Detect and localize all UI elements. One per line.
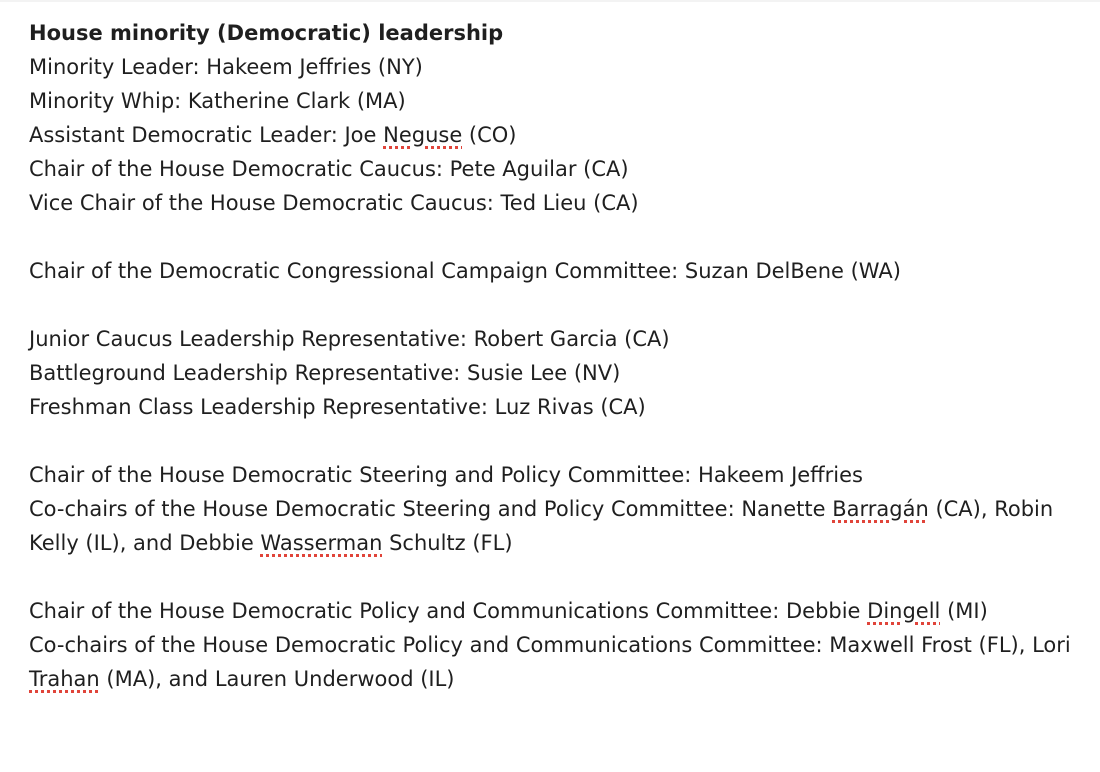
text-segment: Assistant Democratic Leader: Joe — [29, 123, 384, 147]
text-line-steering-chair: Chair of the House Democratic Steering and Policy Committee: Hakeem Jeffries — [29, 463, 863, 487]
text-paragraph-steering-cochairs — [29, 492, 1091, 560]
text-line-dccc-chair: Chair of the Democratic Congressional Campaign Committee: Suzan DelBene (WA) — [29, 259, 901, 283]
spellcheck-flagged-word[interactable]: Wasserman — [260, 531, 383, 555]
window-top-edge — [0, 0, 1100, 2]
spellcheck-flagged-word[interactable]: Dingell — [867, 599, 941, 623]
text-line-assistant-leader — [29, 118, 1091, 152]
text-line-caucus-vice-chair: Vice Chair of the House Democratic Caucus: Ted Lieu (CA) — [29, 191, 639, 215]
blank-line — [29, 288, 1091, 322]
document-body[interactable] — [29, 16, 1091, 696]
text-segment: Chair of the House Democratic Policy and Communications Committee: Debbie — [29, 599, 868, 623]
text-line-caucus-chair: Chair of the House Democratic Caucus: Pete Aguilar (CA) — [29, 157, 629, 181]
text-line-junior-representative: Junior Caucus Leadership Representative: Robert Garcia (CA) — [29, 327, 670, 351]
document-heading: House minority (Democratic) leadership — [29, 21, 504, 45]
spellcheck-flagged-word[interactable]: Barragán — [832, 497, 929, 521]
spellcheck-flagged-word[interactable]: Neguse — [383, 123, 463, 147]
text-line-freshman-representative: Freshman Class Leadership Representative: Luz Rivas (CA) — [29, 395, 646, 419]
text-segment: (CO) — [462, 123, 517, 147]
blank-line — [29, 560, 1091, 594]
text-line-minority-whip: Minority Whip: Katherine Clark (MA) — [29, 89, 406, 113]
blank-line — [29, 424, 1091, 458]
text-paragraph-communications-cochairs — [29, 628, 1091, 696]
text-segment: Co-chairs of the House Democratic Policy and Communications Committee: Maxwell Frost (FL), Lori — [29, 633, 1071, 657]
text-segment: Schultz (FL) — [382, 531, 513, 555]
text-segment: Co-chairs of the House Democratic Steering and Policy Committee: Nanette — [29, 497, 833, 521]
text-segment: (MI) — [940, 599, 988, 623]
blank-line — [29, 220, 1091, 254]
text-segment: (CA), Robin Kelly (IL), and Debbie — [29, 497, 1054, 555]
text-line-minority-leader: Minority Leader: Hakeem Jeffries (NY) — [29, 55, 423, 79]
spellcheck-flagged-word[interactable]: Trahan — [29, 667, 100, 691]
text-segment: (MA), and Lauren Underwood (IL) — [99, 667, 455, 691]
text-line-battleground-representative: Battleground Leadership Representative: Susie Lee (NV) — [29, 361, 621, 385]
text-paragraph-communications-chair — [29, 594, 1091, 628]
